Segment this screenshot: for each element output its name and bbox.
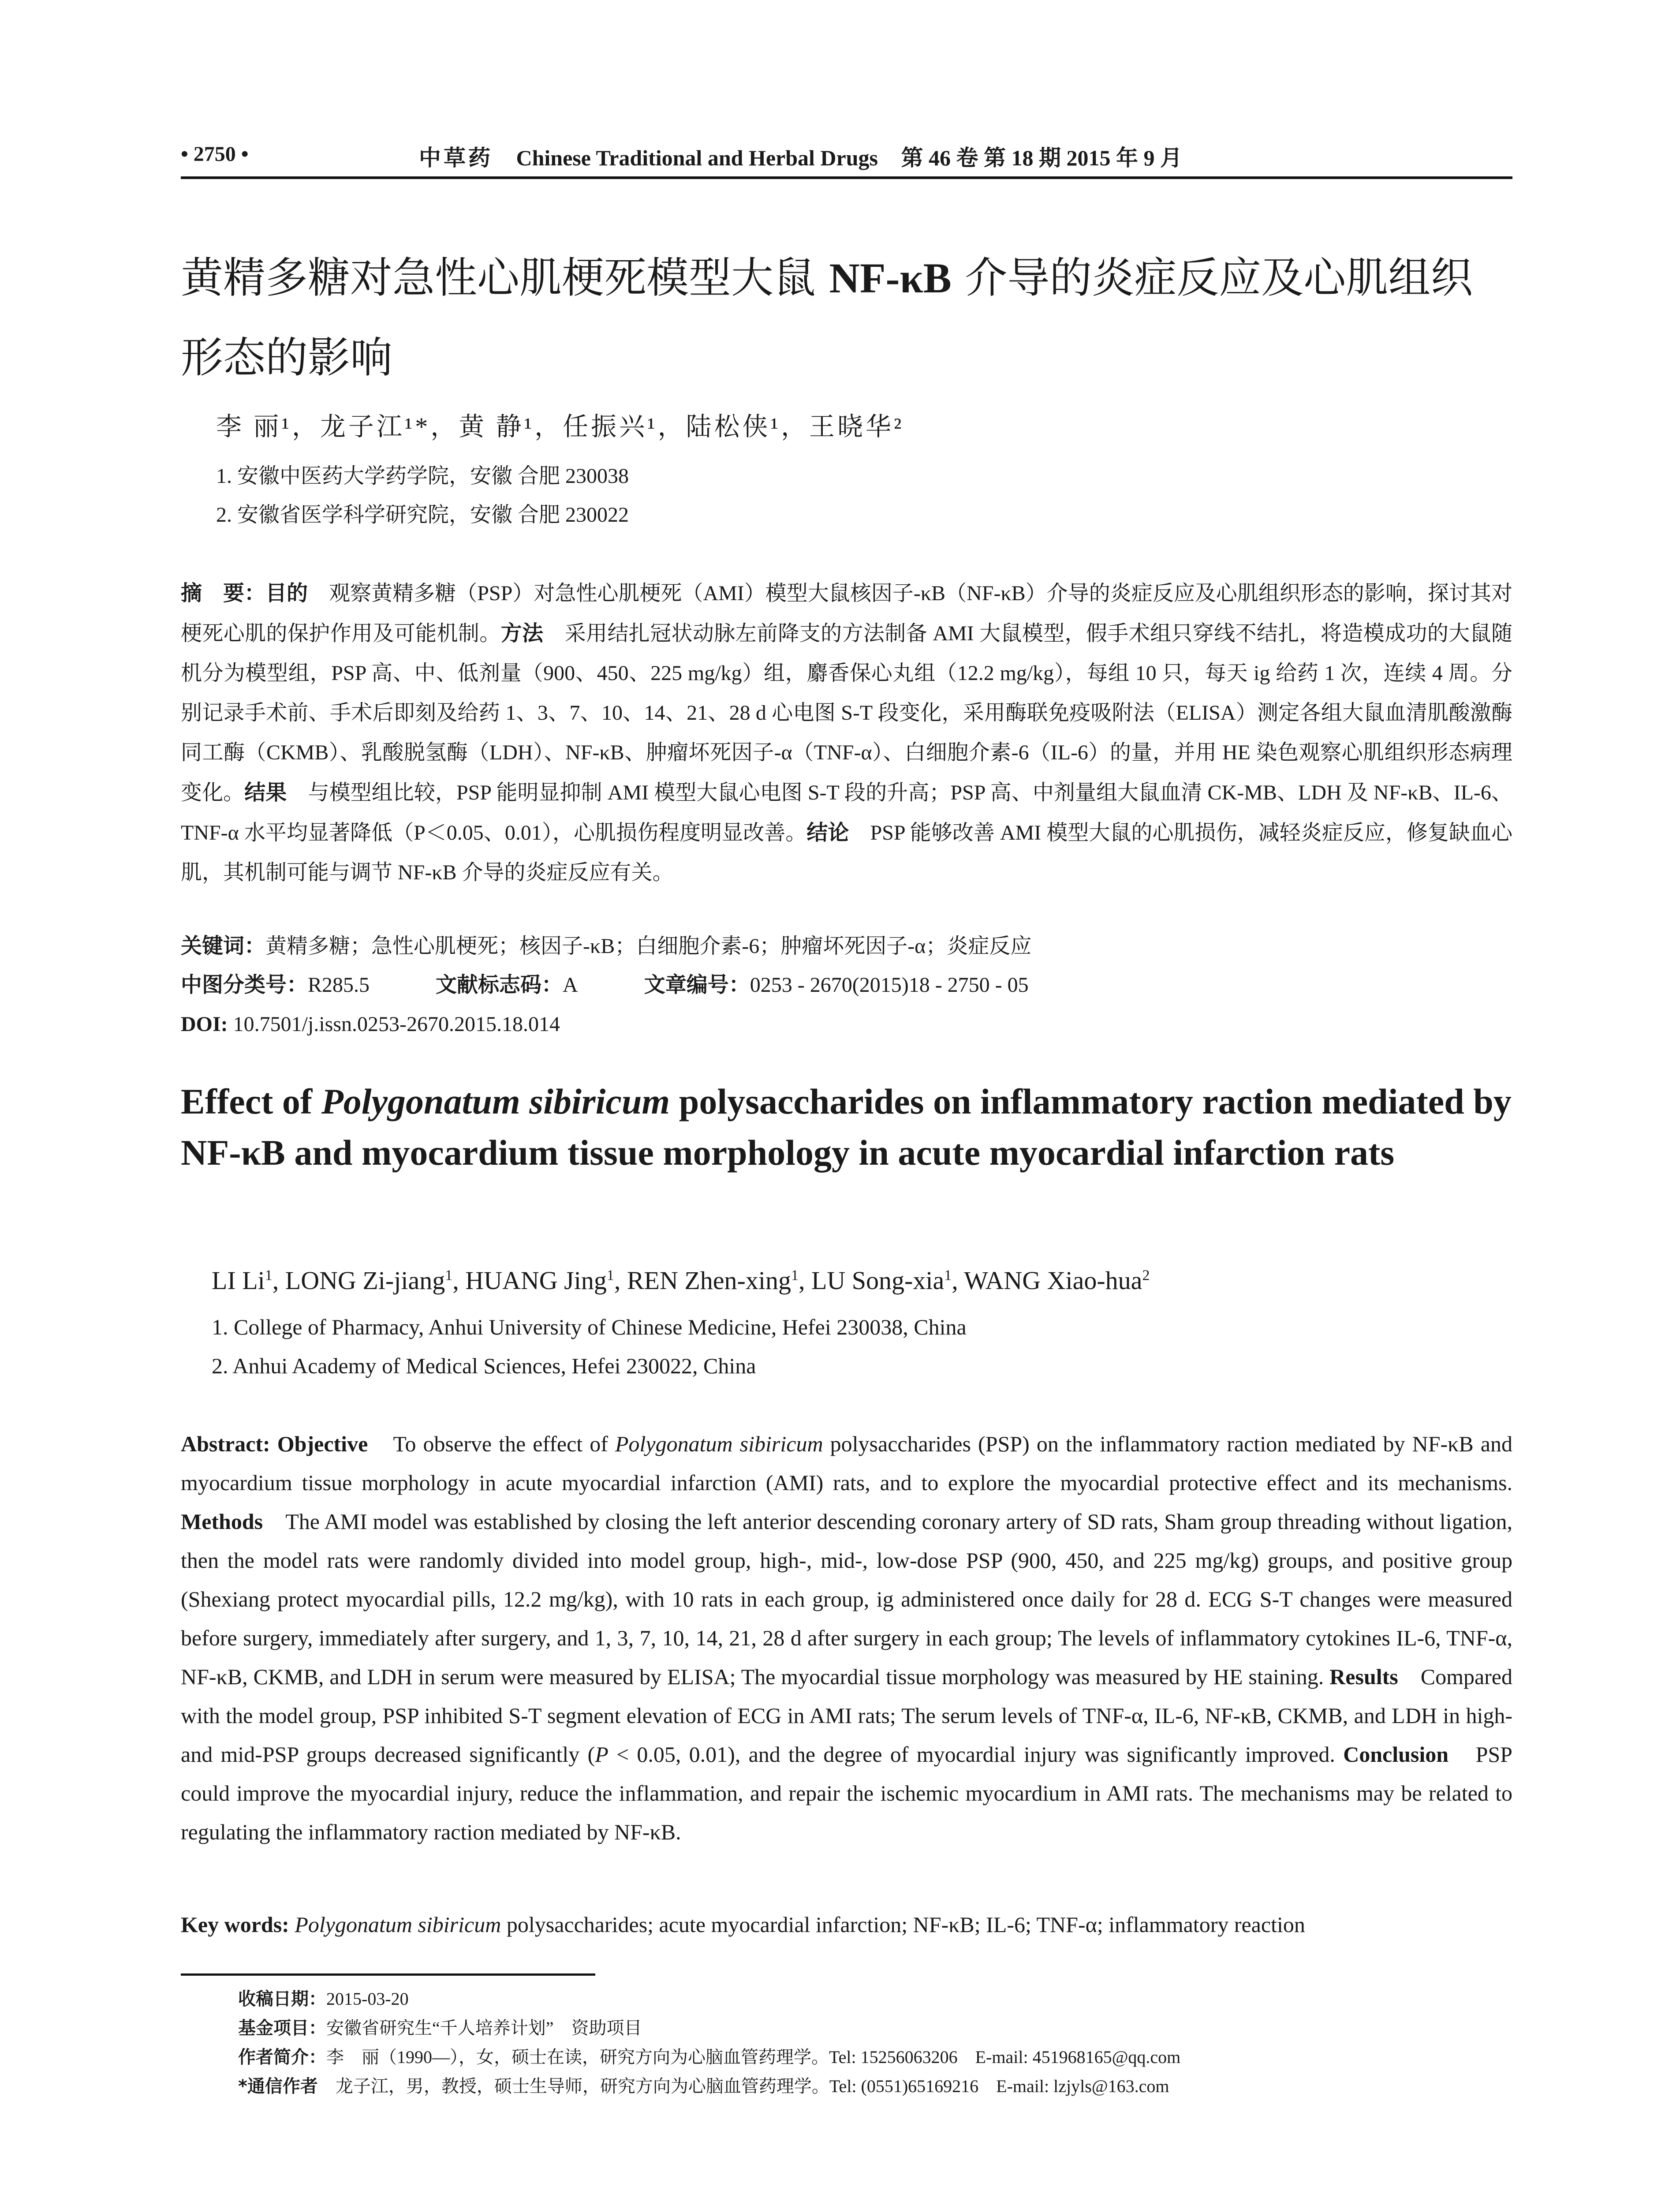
conclusion-label-cn: 结论 [806,820,849,845]
author-mark: 1 [445,1267,453,1284]
methods-label-en: Methods [181,1509,263,1534]
doccode-label: 文献标志码： [436,972,563,997]
abstract-label-en: Abstract: Objective [181,1431,368,1456]
author-label: 作者简介： [238,2047,326,2067]
cls-label: 中图分类号： [181,972,308,997]
keywords-cn: 黄精多糖；急性心肌梗死；核因子-κB；白细胞介素-6；肿瘤坏死因子-α；炎症反应 [265,934,1032,958]
author-name: REN Zhen-xing [627,1266,791,1295]
english-keywords [181,1905,1512,1944]
author-name: LU Song-xia [811,1266,945,1295]
conclusion-text-en: PSP could improve the myocardial injury, reduce the inflammation, and repair the ischemic myocardium in AMI rats. The mechanisms may be related to regulating the inflammatory raction mediated by NF-κB. [181,1742,1512,1844]
chinese-abstract [181,573,1512,893]
results-label-en: Results [1324,1664,1398,1689]
objective-text-cn: 观察黄精多糖（PSP）对急性心肌梗死（AMI）模型大鼠核因子-κB（NF-κB）介导的炎症反应及心肌组织形态的影响，探讨其对梗死心肌的保护作用及可能机制。 [181,582,1512,645]
doi-label: DOI: [181,1013,228,1036]
abstract-label-cn: 摘 要： [181,581,266,605]
english-affiliation-2: 2. Anhui Academy of Medical Sciences, Hefei 230022, China [212,1353,756,1378]
conclusion-label-en: Conclusion [1335,1742,1449,1767]
author-name: HUANG Jing [465,1266,607,1295]
chinese-affiliation-1: 1. 安徽中医药大学药学院，安徽 合肥 230038 [216,464,629,488]
author-name: LI Li [212,1266,265,1295]
doi-value: 10.7501/j.issn.0253-2670.2015.18.014 [228,1013,560,1036]
author-mark: 1 [606,1267,614,1284]
footnote-corresponding [238,2072,1169,2101]
footnote-received [238,1984,409,2014]
author-mark: 2 [1142,1267,1150,1284]
chinese-title-bold: NF-κB [829,254,952,302]
running-header [181,140,1512,176]
fund-label: 基金项目： [238,2018,326,2038]
objective-italic-en: Polygonatum sibiricum [615,1431,823,1456]
header-rule [181,176,1512,179]
conclusion-text-cn: PSP 能够改善 AMI 模型大鼠的心肌损伤，减轻炎症反应，修复缺血心肌，其机制可能与调节 NF-κB 介导的炎症反应有关。 [181,821,1512,884]
author-mark: 1 [265,1267,273,1284]
footnote-fund [238,2014,642,2043]
classification-line [181,965,1512,1005]
author-name: WANG Xiao-hua [964,1266,1142,1295]
english-title-italic: Polygonatum sibiricum [321,1081,670,1121]
chinese-title-part1: 黄精多糖对急性心肌梗死模型大鼠 [181,253,829,303]
journal-line [419,140,1182,172]
doi-line [181,1005,1512,1044]
results-text-en-b: < 0.05, 0.01), and the degree of myocardial injury was significantly improved. [608,1742,1335,1767]
received-value: 2015-03-20 [326,1989,409,2009]
chinese-keywords [181,926,1512,966]
footnote-author [238,2043,1180,2072]
english-affiliation-1: 1. College of Pharmacy, Anhui University of Chinese Medicine, Hefei 230038, China [212,1315,967,1339]
english-title-a: Effect of [181,1081,321,1121]
objective-label-cn: 目的 [265,581,308,605]
chinese-title [181,238,1512,397]
english-title [181,1076,1512,1178]
corr-value: 龙子江，男，教授，硕士生导师，研究方向为心脑血管药理学。Tel: (0551)65169216 E-mail: lzjyls@163.com [317,2076,1169,2096]
keywords-italic-en: Polygonatum sibiricum [289,1912,501,1937]
objective-text-en-b: polysaccharides (PSP) on the inflammatory raction mediated by NF-κB and myocardium tissue morphology in acute myocardial infarction (AMI) rats, and to explore the myocardial protective effect and its mechanisms. [181,1431,1512,1495]
article-label: 文章编号： [644,972,750,997]
journal-issue: 第 46 卷 第 18 期 2015 年 9 月 [901,146,1182,170]
methods-label-cn: 方法 [500,621,544,646]
keywords-rest-en: polysaccharides; acute myocardial infarction; NF-κB; IL-6; TNF-α; inflammatory reaction [501,1912,1305,1937]
page-number: • 2750 • [181,142,249,166]
chinese-title-part2: 介导的炎症反应及心肌组织形态的影响 [181,253,1473,382]
results-text-en-a: Compared with the model group, PSP inhibited S-T segment elevation of ECG in AMI rats; The serum levels of TNF-α, IL-6, NF-κB, CKMB, and LDH in high- and mid-PSP groups decreased significantly ( [181,1664,1513,1767]
author-name: LONG Zi-jiang [285,1266,445,1295]
author-mark: 1 [944,1267,952,1284]
cls-value: R285.5 [308,973,370,997]
corr-label: *通信作者 [238,2076,318,2097]
footnote-rule [181,1973,595,1976]
keywords-label-en: Key words: [181,1912,289,1937]
english-authors: LI Li$^1$, LONG Zi-jiang$^1$, HUANG Jing$^1$, REN Zhen-xing$^1$, LU Song-xia$^1$, WANG Xiao-hua$^2$ [212,1266,1150,1295]
objective-text-en-a: To observe the effect of [368,1431,615,1456]
received-label: 收稿日期： [238,1989,326,2009]
keywords-label-cn: 关键词： [181,934,266,958]
doccode-value: A [563,973,578,997]
journal-brand-cn: 中草药 [419,145,493,171]
english-abstract [181,1424,1512,1851]
chinese-authors: 李 丽¹，龙子江¹*，黄 静¹，任振兴¹，陆松侠¹，王晓华² [216,412,904,441]
results-label-cn: 结果 [244,780,287,805]
author-mark: 1 [791,1267,799,1284]
results-text-cn: 与模型组比较，PSP 能明显抑制 AMI 模型大鼠心电图 S-T 段的升高；PSP 高、中剂量组大鼠血清 CK-MB、LDH 及 NF-κB、IL-6、TNF-α 水平均显著降低（P＜0.05、0.01），心肌损伤程度明显改善。 [181,781,1512,845]
journal-name-en: Chinese Traditional and Herbal Drugs [516,146,878,170]
methods-text-en: The AMI model was established by closing the left anterior descending coronary artery of SD rats, Sham group threading without ligation, then the model rats were randomly divided into model group, high-, mid-, low-dose PSP (900, 450, and 225 mg/kg) groups, and positive group (Shexiang protect myocardial pills, 12.2 mg/kg), with 10 rats in each group, ig administered once daily for 28 d. ECG S-T changes were measured before surgery, immediately after surgery, and 1, 3, 7, 10, 14, 21, 28 d after surgery in each group; The levels of inflammatory cytokines IL-6, TNF-α, NF-κB, CKMB, and LDH in serum were measured by ELISA; The myocardial tissue morphology was measured by HE staining. [181,1509,1512,1689]
english-title-b: polysaccharides on inflammatory raction mediated by NF-κB and myocardium tissue morphology in acute myocardial infarction rats [181,1081,1512,1173]
methods-text-cn: 采用结扎冠状动脉左前降支的方法制备 AMI 大鼠模型，假手术组只穿线不结扎，将造模成功的大鼠随机分为模型组，PSP 高、中、低剂量（900、450、225 mg/kg）组，麝香保心丸组（12.2 mg/kg），每组 10 只，每天 ig 给药 1 次，连续 4 周。分别记录手术前、手术后即刻及给药 1、3、7、10、14、21、28 d 心电图 S-T 段变化，采用酶联免疫吸附法（ELISA）测定各组大鼠血清肌酸激酶同工酶（CKMB）、乳酸脱氢酶（LDH）、NF-κB、肿瘤坏死因子-α（TNF-α）、白细胞介素-6（IL-6）的量，并用 HE 染色观察心肌组织形态病理变化。 [181,622,1512,804]
article-value: 0253 - 2670(2015)18 - 2750 - 05 [750,973,1029,997]
results-p-en: P [595,1742,609,1767]
chinese-affiliation-2: 2. 安徽省医学科学研究院，安徽 合肥 230022 [216,503,629,527]
fund-value: 安徽省研究生“千人培养计划” 资助项目 [326,2018,642,2038]
author-value: 李 丽（1990—），女，硕士在读，研究方向为心脑血管药理学。Tel: 15256063206 E-mail: 451968165@qq.com [326,2047,1181,2067]
